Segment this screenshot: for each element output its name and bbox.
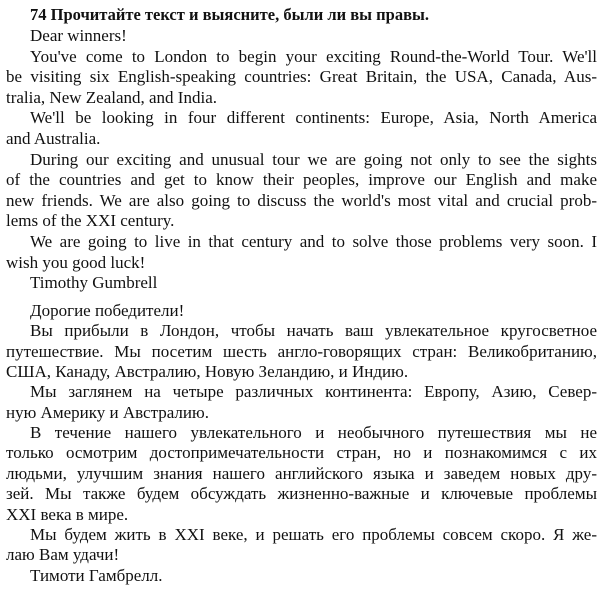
text-line: tralia, New Zealand, and India. xyxy=(6,87,217,107)
paragraph xyxy=(6,108,597,149)
text-line: of the countries and get to know their peoples, improve our English and make xyxy=(6,170,597,190)
text-line: Дорогие победители! xyxy=(30,300,185,320)
paragraph xyxy=(6,232,597,273)
paragraph xyxy=(6,150,597,232)
text-line: We'll be looking in four different continents: Europe, Asia, North America xyxy=(30,108,597,128)
text-line: ную Америку и Австралию. xyxy=(6,402,209,422)
paragraph xyxy=(6,273,597,294)
paragraph xyxy=(6,47,597,109)
text-line: wish you good luck! xyxy=(6,252,146,272)
text-line: and Australia. xyxy=(6,128,101,148)
paragraph xyxy=(6,566,597,586)
text-line: XXI века в мире. xyxy=(6,504,129,524)
text-line: Тимоти Гамбрелл. xyxy=(30,565,163,585)
text-line: new friends. We are also going to discuss the world's most vital and crucial prob- xyxy=(6,190,597,210)
paragraph xyxy=(6,382,597,423)
text-line: You've come to London to begin your exciting Round-the-World Tour. We'll xyxy=(30,46,597,66)
text-line: Мы заглянем на четыре различных континента: Европу, Азию, Север- xyxy=(30,382,597,402)
text-line: США, Канаду, Австралию, Новую Зеландию, и Индию. xyxy=(6,361,409,381)
paragraph xyxy=(6,321,597,382)
paragraph xyxy=(6,26,597,47)
text-line: We are going to live in that century and to solve those problems very soon. I xyxy=(30,231,597,251)
paragraph xyxy=(6,525,597,566)
text-line: be visiting six English-speaking countries: Great Britain, the USA, Canada, Aus- xyxy=(6,67,597,87)
paragraph xyxy=(6,301,597,321)
text-line: путешествие. Мы посетим шесть англо-говорящих стран: Великобританию, xyxy=(6,341,597,361)
text-line: lems of the XXI century. xyxy=(6,211,175,231)
letter-body xyxy=(6,26,597,586)
document-page xyxy=(6,4,597,586)
text-line: Вы прибыли в Лондон, чтобы начать ваш увлекательное кругосветное xyxy=(30,321,597,341)
paragraph xyxy=(6,423,597,525)
letter-en xyxy=(6,26,597,294)
letter-ru xyxy=(6,301,597,586)
text-line: только осмотрим достопримечательности стран, но и познакомимся с их xyxy=(6,443,597,463)
text-line: зей. Мы также будем обсуждать жизненно-важные и ключевые проблемы xyxy=(6,484,597,504)
text-line: людьми, улучшим знания нашего английского языка и заведем новых дру- xyxy=(6,463,597,483)
text-line: Dear winners! xyxy=(30,26,127,45)
text-line: В течение нашего увлекательного и необычного путешествия мы не xyxy=(30,423,597,443)
text-line: лаю Вам удачи! xyxy=(6,545,120,565)
exercise-title: 74 Прочитайте текст и выясните, были ли вы правы. xyxy=(30,5,430,24)
text-line: Мы будем жить в XXI веке, и решать его проблемы совсем скоро. Я же- xyxy=(30,525,597,545)
text-line: Timothy Gumbrell xyxy=(30,273,158,293)
text-line: During our exciting and unusual tour we are going not only to see the sights xyxy=(30,149,597,169)
